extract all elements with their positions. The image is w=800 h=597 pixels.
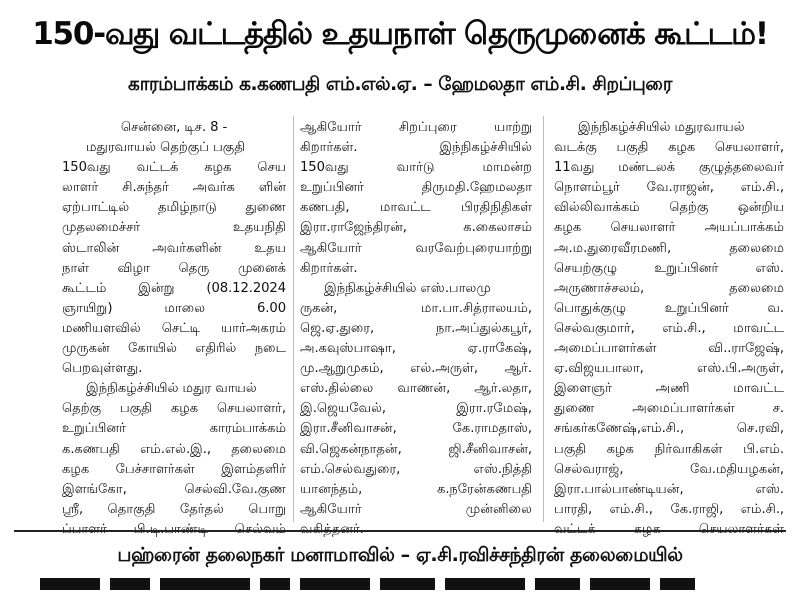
- article-text-line: க.கணபதி எம்.எல்.இ., தலைமை: [62, 441, 286, 457]
- article-text-line: உறுப்பினர் திருமதி.ஹேமலதா: [300, 180, 532, 196]
- article-text-line: கழக செயலாளர் அயப்பாக்கம்: [554, 220, 784, 236]
- article-text-line: இ.ஜெயவேல், இரா.ரமேஷ்,: [300, 401, 532, 417]
- article-column-2: [300, 118, 532, 518]
- article-text-line: ஜெ.ஏ.துரை, நா.அப்துல்கபூர்,: [300, 320, 532, 336]
- article-text-line: எம்.செல்வதுரை, எஸ்.நித்தி: [300, 461, 532, 477]
- article-column-1: [62, 118, 286, 518]
- article-text-line: அருணாச்சலம், தலைமை: [554, 280, 784, 296]
- section-divider: [14, 530, 786, 532]
- column-divider: [293, 116, 294, 522]
- article-text-line: சங்கர்கணேஷ்,எம்.சி., செ.ரவி,: [554, 421, 784, 437]
- article-text-line: 150வது வட்டக் கழக செய: [62, 160, 286, 176]
- article-text-line: கிறார்கள். இந்நிகழ்ச்சியில்: [300, 140, 532, 156]
- article-text-line: முருகன் கோயில் எதிரில் நடை: [62, 341, 286, 357]
- article-subheadline: காரம்பாக்கம் க.கணபதி எம்.எல்.ஏ. – ஹேமலதா எம்.சி. சிறப்புரை: [127, 74, 673, 95]
- article-text-line: இளைஞர் அணி மாவட்ட: [554, 381, 784, 397]
- article-text-line: பாரதி, எம்.சி., கே.ராஜி, எம்.சி.,: [554, 501, 784, 517]
- article-text-line: ஏற்பாட்டில் தமிழ்நாடு துணை: [62, 200, 286, 216]
- article-text-line: இந்நிகழ்ச்சியில் மதுரவாயல்: [578, 120, 745, 135]
- article-text-line: அமைப்பாளர்கள் வி..ராஜேஷ்,: [554, 341, 784, 357]
- article-text-line: 150வது வார்டு மாமன்ற: [300, 160, 532, 176]
- next-article-headline: பஹ்ரைன் தலைநகர் மனாமாவில் – ஏ.சி.ரவிச்சந்திரன் தலைமையில்: [117, 544, 683, 566]
- article-text-line: ஸ்டாலின் அவர்களின் உதய: [62, 240, 286, 256]
- article-text-line: அ.கவுஸ்பாஷா, ஏ.ராகேஷ்,: [300, 341, 532, 357]
- article-text-line: தெற்கு பகுதி கழக செயலாளர்,: [62, 401, 286, 417]
- article-text-line: பெறவுள்ளது.: [62, 361, 143, 377]
- article-text-line: துணை அமைப்பாளர்கள் ச.: [554, 401, 784, 417]
- article-text-line: இரா.பால்பாண்டியன், எஸ்.: [554, 481, 784, 497]
- article-text-line: இந்நிகழ்ச்சியில் எஸ்.பாலமு: [324, 280, 491, 296]
- article-text-line: 11வது மண்டலக் குழுத்தலைவர்: [554, 160, 784, 176]
- article-text-line: இரா.ராஜேந்திரன், க.கைலாசம்: [300, 220, 532, 236]
- article-text-line: ஸ்ரீ, தொகுதி தேர்தல் பொறு: [62, 501, 286, 517]
- article-text-line: இந்நிகழ்ச்சியில் மதுர வாயல்: [86, 381, 257, 397]
- article-column-3: [554, 118, 784, 518]
- article-text-line: எஸ்.தில்லை வாணன், ஆர்.லதா,: [300, 381, 532, 397]
- article-text-line: ஆகியோர் சிறப்புரை யாற்று: [300, 120, 532, 135]
- article-text-line: வில்லிவாக்கம் தெற்கு ஒன்றிய: [554, 200, 784, 216]
- article-text-line: பகுதி கழக நிர்வாகிகள் பி.எம்.: [554, 441, 784, 457]
- article-text-line: அ.ம.துரைவீரமணி, தலைமை: [554, 240, 784, 256]
- article-text-line: கூட்டம் இன்று (08.12.2024: [62, 280, 286, 296]
- article-text-line: ஆகியோர் முன்னிலை: [300, 501, 532, 517]
- article-text-line: முதலமைச்சர் உதயநிதி: [62, 220, 286, 236]
- article-text-line: மதுரவாயல் தெற்குப் பகுதி: [86, 140, 246, 156]
- article-text-line: கிறார்கள்.: [300, 260, 358, 276]
- article-text-line: கழக பேச்சாளர்கள் இளம்தளிர்: [62, 461, 286, 477]
- article-text-line: மணியளவில் செட்டி யார்அகரம்: [62, 320, 286, 336]
- article-text-line: ஏ.விஜயபாலா, எஸ்.பி.அருள்,: [554, 361, 784, 377]
- article-text-line: உறுப்பினர் காரம்பாக்கம்: [62, 421, 286, 437]
- article-text-line: லாளர் சி.சுந்தர் அவர்க ளின்: [62, 180, 286, 196]
- article-headline: 150-வது வட்டத்தில் உதயநாள் தெருமுனைக் கூட்டம்!: [32, 16, 768, 52]
- article-text-line: இரா.சீனிவாசன், கே.ராமதாஸ்,: [300, 421, 532, 437]
- article-text-line: வி.ஜெகன்நாதன், ஜி.சீனிவாசன்,: [300, 441, 532, 457]
- article-text-line: செல்வகுமார், எம்.சி., மாவட்ட: [554, 320, 784, 336]
- article-text-line: ஆகியோர் வரவேற்புரையாற்று: [300, 240, 532, 256]
- column-divider: [543, 116, 544, 522]
- article-text-line: ஞாயிறு) மாலை 6.00: [62, 300, 286, 316]
- article-text-line: நாள் விழா தெரு முனைக்: [62, 260, 286, 276]
- cut-off-text-fragment: [40, 578, 760, 590]
- article-text-line: சென்னை, டிச. 8 -: [120, 120, 228, 135]
- article-text-line: நொளம்பூர் வே.ராஜன், எம்.சி.,: [554, 180, 784, 196]
- article-text-line: செல்வராஜ், வே.மதியழகன்,: [554, 461, 784, 477]
- article-text-line: வடக்கு பகுதி கழக செயலாளர்,: [554, 140, 784, 156]
- article-text-line: யானந்தம், க.நரேன்கணபதி: [300, 481, 532, 497]
- article-text-line: கணபதி, மாவட்ட பிரதிநிதிகள்: [300, 200, 532, 216]
- article-text-line: இளங்கோ, செல்வி.வே.குண: [62, 481, 286, 497]
- article-text-line: மு.ஆறுமுகம், எல்.அருள், ஆர்.: [300, 361, 532, 377]
- article-text-line: பொதுக்குழு உறுப்பினர் வ.: [554, 300, 784, 316]
- article-text-line: ருகன், மா.பா.சித்ராலயம்,: [300, 300, 532, 316]
- article-text-line: செயற்குழு உறுப்பினர் எஸ்.: [554, 260, 784, 276]
